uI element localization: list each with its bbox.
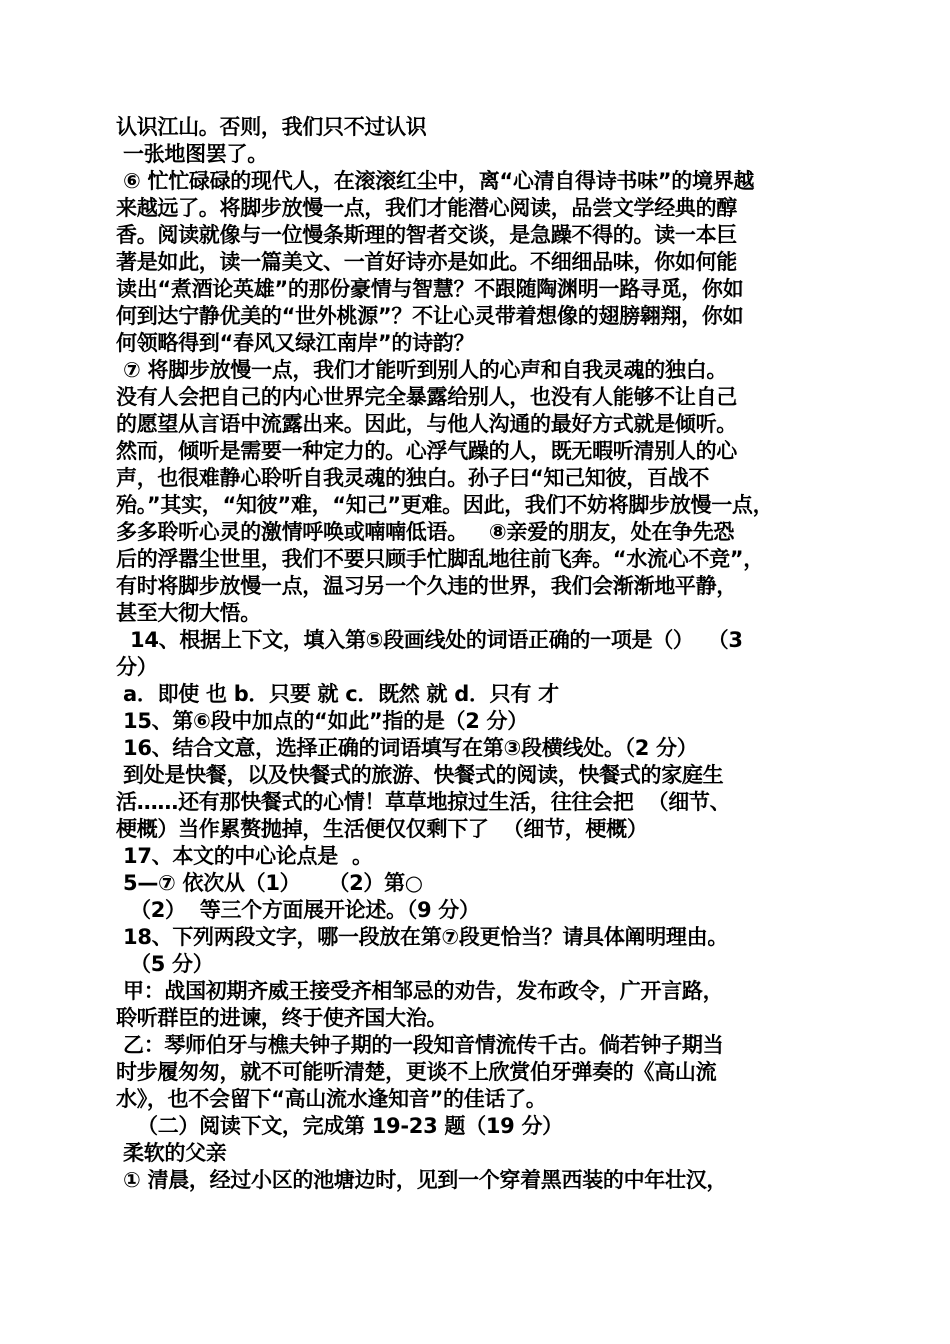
question-line: 水》，也不会留下“高山流水逢知音”的佳话了。 (116, 1087, 547, 1111)
text-line: 认识江山。否则，我们只不过认识 (116, 115, 427, 139)
text-line: 的愿望从言语中流露出来。因此，与他人沟通的最好方式就是倾听。 (116, 412, 737, 436)
question-line: 梗概）当作累赘抛掉，生活便仅仅剩下了 （细节，梗概） (116, 817, 648, 841)
question-line: a．即使 也 b．只要 就 c．既然 就 d．只有 才 (116, 682, 559, 706)
text-line: 甚至大彻大悟。 (116, 601, 261, 625)
text-line: 何到达宁静优美的“世外桃源”？不让心灵带着想像的翅膀翱翔，你如 (116, 304, 744, 328)
question-line: 16、结合文意，选择正确的词语填写在第③段横线处。（2 分） (116, 736, 698, 760)
document-text (116, 114, 846, 1194)
text-line: 多多聆听心灵的激情呼唤或喃喃低语。 ⑧亲爱的朋友，处在争先恐 (116, 520, 735, 544)
text-line: 然而，倾听是需要一种定力的。心浮气躁的人，既无暇听清别人的心 (116, 439, 737, 463)
text-line: 来越远了。将脚步放慢一点，我们才能潜心阅读，品尝文学经典的醇 (116, 196, 737, 220)
section-heading: （二）阅读下文，完成第 19-23 题（19 分） (116, 1114, 563, 1138)
question-line: 15、第⑥段中加点的“如此”指的是（2 分） (116, 709, 528, 733)
question-line: 乙：琴师伯牙与樵夫钟子期的一段知音情流传千古。倘若钟子期当 (116, 1033, 724, 1057)
article-title: 柔软的父亲 (116, 1141, 227, 1165)
question-line: 时步履匆匆，就不可能听清楚，更谈不上欣赏伯牙弹奏的《高山流 (116, 1060, 717, 1084)
question-line: 分） (116, 655, 158, 679)
text-line: ⑦ 将脚步放慢一点，我们才能听到别人的心声和自我灵魂的独白。 (116, 358, 728, 382)
text-line: 殆。”其实，“知彼”难，“知己”更难。因此，我们不妨将脚步放慢一点， (116, 493, 774, 517)
question-line: 聆听群臣的进谏，终于使齐国大治。 (116, 1006, 448, 1030)
text-line: 读出“煮酒论英雄”的那份豪情与智慧？不跟随陶渊明一路寻觅，你如 (116, 277, 744, 301)
question-line: （2） 等三个方面展开论述。（9 分） (116, 898, 480, 922)
question-line: 18、下列两段文字，哪一段放在第⑦段更恰当？请具体阐明理由。 (116, 925, 729, 949)
question-line: 活……还有那快餐式的心情！草草地掠过生活，往往会把 （细节、 (116, 790, 731, 814)
question-line: 17、本文的中心论点是 。 (116, 844, 373, 868)
text-line: 香。阅读就像与一位慢条斯理的智者交谈，是急躁不得的。读一本巨 (116, 223, 737, 247)
question-line: 5—⑦ 依次从（1） （2）第○ (116, 871, 423, 895)
text-line: 没有人会把自己的内心世界完全暴露给别人，也没有人能够不让自己 (116, 385, 737, 409)
question-line: 甲：战国初期齐威王接受齐相邹忌的劝告，发布政令，广开言路， (116, 979, 724, 1003)
question-line: 到处是快餐，以及快餐式的旅游、快餐式的阅读，快餐式的家庭生 (116, 763, 724, 787)
question-line: （5 分） (116, 952, 214, 976)
text-line: 何领略得到“春风又绿江南岸”的诗韵？ (116, 331, 475, 355)
text-line: ⑥ 忙忙碌碌的现代人，在滚滚红尘中，离“心清自得诗书味”的境界越 (116, 169, 755, 193)
question-line: 14、根据上下文，填入第⑤段画线处的词语正确的一项是（） （3 (116, 628, 743, 652)
text-line: 后的浮嚣尘世里，我们不要只顾手忙脚乱地往前飞奔。“水流心不竞”， (116, 547, 765, 571)
text-line: 一张地图罢了。 (116, 142, 268, 166)
text-line: 著是如此，读一篇美文、一首好诗亦是如此。不细细品味，你如何能 (116, 250, 737, 274)
text-line: 有时将脚步放慢一点，温习另一个久违的世界，我们会渐渐地平静， (116, 574, 737, 598)
text-line: ① 清晨，经过小区的池塘边时，见到一个穿着黑西装的中年壮汉， (116, 1168, 728, 1192)
text-line: 声，也很难静心聆听自我灵魂的独白。孙子曰“知己知彼，百战不 (116, 466, 710, 490)
